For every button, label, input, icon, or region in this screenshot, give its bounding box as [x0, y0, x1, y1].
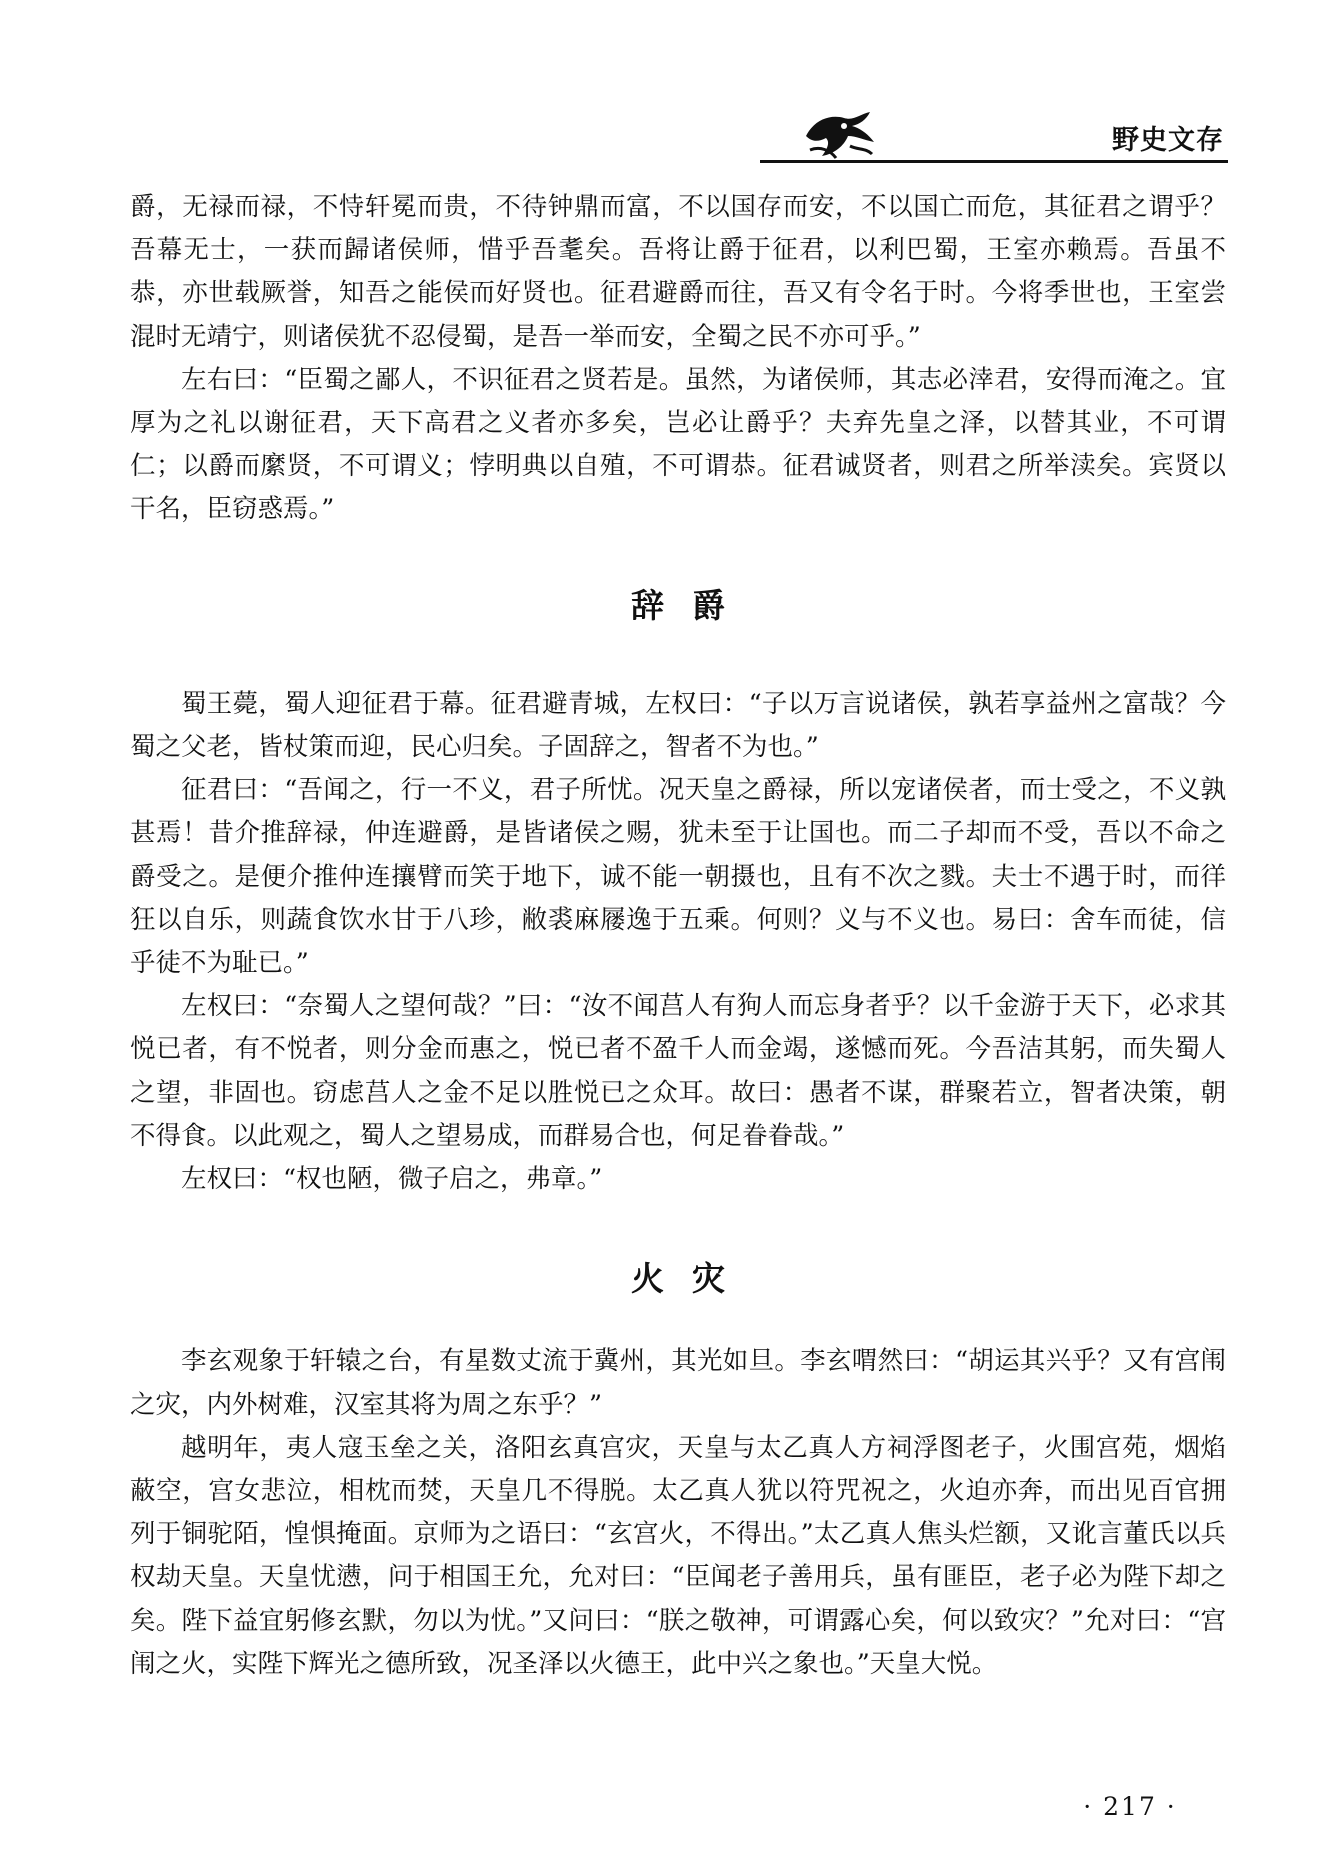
header-rule	[760, 160, 1228, 163]
section-title: 火灾	[631, 1259, 753, 1299]
paragraph: 李玄观象于轩辕之台，有星数丈流于冀州，其光如旦。李玄喟然曰：“胡运其兴乎？又有宫闱之灾，内外树难，汉室其将为周之东乎？”	[130, 1346, 1226, 1420]
paragraph: 爵，无禄而禄，不恃轩冕而贵，不待钟鼎而富，不以国存而安，不以国亡而危，其征君之谓乎？吾幕无士，一获而歸诸侯师，惜乎吾耄矣。吾将让爵于征君，以利巴蜀，王室亦赖焉。吾虽不恭，亦世载厥誉，知吾之能侯而好贤也。征君避爵而往，吾又有令名于时。今将季世也，王室尝混时无靖宁，则诸侯犹不忍侵蜀，是吾一举而安，全蜀之民不亦可乎。”	[130, 192, 1226, 352]
page-body	[130, 186, 1226, 1686]
running-header-title: 野史文存	[1112, 125, 1224, 156]
paragraph: 左权曰：“奈蜀人之望何哉？”曰：“汝不闻莒人有狗人而忘身者乎？以千金游于天下，必求其悦已者，有不悦者，则分金而惠之，悦已者不盈千人而金竭，遂憾而死。今吾洁其躬，而失蜀人之望，非固也。窃虑莒人之金不足以胜悦已之众耳。故曰：愚者不谋，群聚若立，智者决策，朝不得食。以此观之，蜀人之望易成，而群易合也，何足眷眷哉。”	[130, 991, 1226, 1151]
dragon-emblem-icon	[800, 106, 880, 162]
section-title: 辞爵	[631, 585, 753, 625]
paragraph: 征君曰：“吾闻之，行一不义，君子所忧。况天皇之爵禄，所以宠诸侯者，而士受之，不义孰甚焉！昔介推辞禄，仲连避爵，是皆诸侯之赐，犹未至于让国也。而二子却而不受，吾以不命之爵受之。是便介推仲连攘臂而笑于地下，诚不能一朝摄也，且有不次之戮。夫士不遇于时，而徉狂以自乐，则蔬食饮水甘于八珍，敝裘麻屦逸于五乘。何则？义与不义也。易曰：舍车而徒，信乎徒不为耻已。”	[130, 775, 1226, 979]
paragraph: 左右曰：“臣蜀之鄙人，不识征君之贤若是。虽然，为诸侯师，其志必涬君，安得而淹之。宜厚为之礼以谢征君，天下高君之义者亦多矣，岂必让爵乎？夫弃先皇之泽，以替其业，不可谓仁；以爵而縻贤，不可谓义；悖明典以自殖，不可谓恭。征君诚贤者，则君之所举渎矣。宾贤以干名，臣窃惑焉。”	[130, 364, 1226, 525]
page-number: · 217 ·	[1083, 1792, 1177, 1821]
page-header	[0, 0, 1323, 175]
paragraph: 左权曰：“权也陋，微子启之，弗章。”	[181, 1164, 603, 1195]
paragraph: 越明年，夷人寇玉垒之关，洛阳玄真宫灾，天皇与太乙真人方祠浮图老子，火围宫苑，烟焰蔽空，宫女悲泣，相枕而焚，天皇几不得脱。太乙真人犹以符咒祝之，火迫亦奔，而出见百官拥列于铜驼陌，惶惧掩面。京师为之语曰：“玄宫火，不得出。”太乙真人焦头烂额，又讹言董氏以兵权劫天皇。天皇忧懑，问于相国王允，允对曰：“臣闻老子善用兵，虽有匪臣，老子必为陛下却之矣。陛下益宜躬修玄默，勿以为忧。”又问曰：“朕之敬神，可谓露心矣，何以致灾？”允对曰：“宫闱之火，实陛下辉光之德所致，况圣泽以火德王，此中兴之象也。”天皇大悦。	[130, 1432, 1226, 1679]
paragraph: 蜀王薨，蜀人迎征君于幕。征君避青城，左权曰：“子以万言说诸侯，孰若享益州之富哉？今蜀之父老，皆杖策而迎，民心归矣。子固辞之，智者不为也。”	[130, 688, 1226, 763]
